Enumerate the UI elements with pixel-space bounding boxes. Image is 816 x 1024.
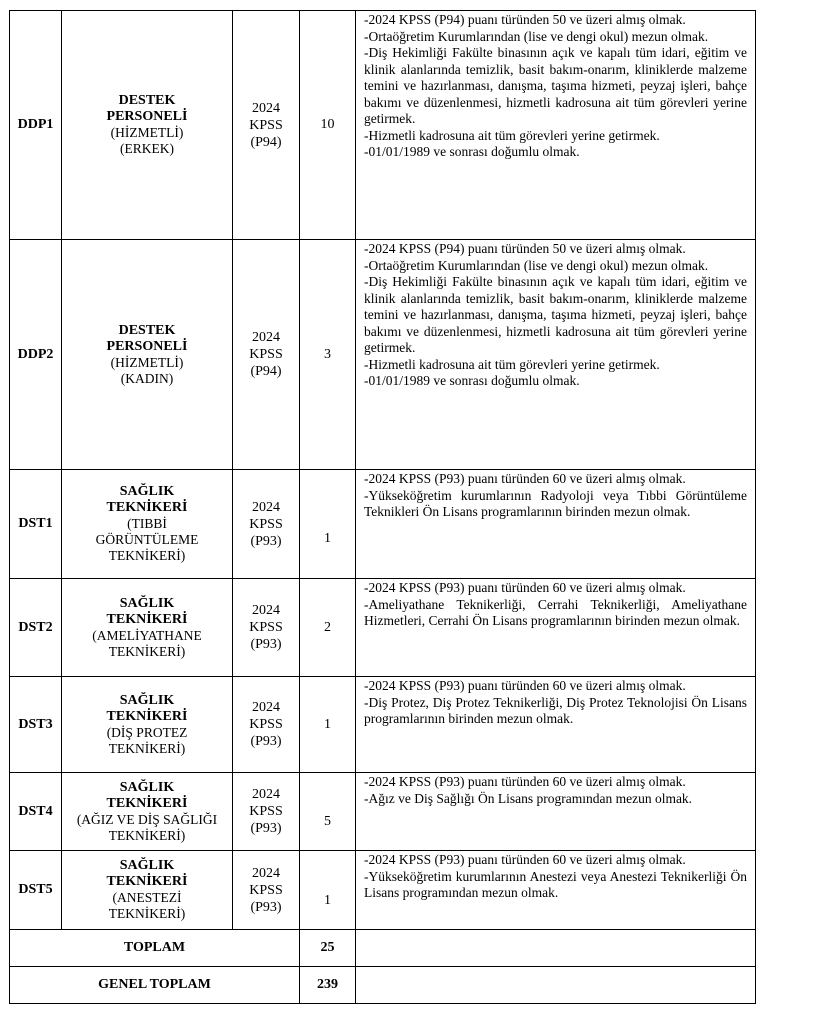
position-title-line: TEKNİKERİ xyxy=(106,500,188,515)
table-row xyxy=(10,579,756,677)
exam-line: 2024 xyxy=(252,499,280,515)
quantity: 1 xyxy=(300,470,356,579)
position-title-line: TEKNİKERİ xyxy=(106,611,188,627)
position-subtitle-line: TEKNİKERİ) xyxy=(108,906,186,921)
position-title-cell xyxy=(62,11,233,240)
quantity: 1 xyxy=(300,677,356,773)
position-title-cell xyxy=(62,579,233,677)
requirement-line: -Hizmetli kadrosuna ait tüm görevleri yerine getirmek. xyxy=(364,127,660,143)
exam-line: KPSS xyxy=(249,117,283,133)
position-title-cell xyxy=(62,470,233,579)
positions-table xyxy=(9,10,756,1004)
quantity: 10 xyxy=(300,11,356,240)
requirement-line: -Yükseköğretim kurumlarının Radyoloji veya Tıbbi Görüntüleme Teknikleri Ön Lisans programlarının birinden mezun olmak. xyxy=(364,487,747,519)
requirement-line: -2024 KPSS (P93) puanı türünden 60 ve üzeri almış olmak. xyxy=(364,678,686,693)
position-subtitle-line: TEKNİKERİ) xyxy=(108,643,186,659)
exam-cell xyxy=(233,677,300,773)
exam-line: 2024 xyxy=(252,330,280,345)
exam-cell xyxy=(233,851,300,930)
position-subtitle-line: TEKNİKERİ) xyxy=(108,548,186,563)
table-row xyxy=(10,773,756,851)
position-subtitle-line: (AMELİYATHANE xyxy=(92,627,202,643)
requirement-line: -2024 KPSS (P93) puanı türünden 60 ve üzeri almış olmak. xyxy=(364,852,686,867)
exam-line: KPSS xyxy=(249,620,283,635)
exam-line: KPSS xyxy=(249,882,283,898)
requirements-cell xyxy=(356,773,756,851)
requirement-line: -Hizmetli kadrosuna ait tüm görevleri yerine getirmek. xyxy=(364,356,660,372)
position-subtitle-line: (ANESTEZİ xyxy=(112,890,182,905)
position-code: DST4 xyxy=(10,773,62,851)
requirement-line: -2024 KPSS (P93) puanı türünden 60 ve üzeri almış olmak. xyxy=(364,774,686,789)
table-row xyxy=(10,470,756,579)
grand-total-empty-cell xyxy=(356,967,756,1004)
position-title-line: TEKNİKERİ xyxy=(106,874,188,889)
requirement-line: -Diş Hekimliği Fakülte binasının açık ve kapalı tüm idari, eğitim ve klinik alanlarında temizlik, basit bakım-onarım, kliniklerde malzeme temini ve hazırlanması, danışma, taşıma hizmeti, peyzaj işleri, bahçe bakımı ve düzenlenmesi, hizmetli kadrosuna ait tüm görevleri yerine getirmek. xyxy=(364,274,747,355)
exam-line: KPSS xyxy=(249,717,283,732)
requirement-line: -Ağız ve Diş Sağlığı Ön Lisans programından mezun olmak. xyxy=(364,790,693,806)
position-title-line: SAĞLIK xyxy=(119,779,175,795)
requirement-line: -01/01/1989 ve sonrası doğumlu olmak. xyxy=(364,373,580,388)
position-subtitle-line: (HİZMETLİ) xyxy=(110,354,184,370)
position-subtitle-line: (KADIN) xyxy=(120,370,174,386)
exam-cell xyxy=(233,579,300,677)
exam-line: 2024 xyxy=(252,787,280,802)
quantity: 2 xyxy=(300,579,356,677)
position-code: DST5 xyxy=(10,851,62,930)
quantity: 5 xyxy=(300,773,356,851)
table-body xyxy=(10,11,756,1004)
requirement-line: -Yükseköğretim kurumlarının Anestezi veya Anestezi Teknikerliği Ön Lisans programından mezun olmak. xyxy=(364,868,747,900)
requirements-cell xyxy=(356,240,756,470)
requirement-line: -01/01/1989 ve sonrası doğumlu olmak. xyxy=(364,144,580,159)
table-row xyxy=(10,851,756,930)
position-code: DDP2 xyxy=(10,240,62,470)
exam-line: (P94) xyxy=(250,364,282,379)
exam-line: KPSS xyxy=(249,516,283,532)
grand-total-label: GENEL TOPLAM xyxy=(10,967,300,1004)
requirements-cell xyxy=(356,579,756,677)
exam-line: (P93) xyxy=(250,637,282,652)
exam-line: 2024 xyxy=(252,700,280,715)
position-code: DST1 xyxy=(10,470,62,579)
position-title-line: DESTEK xyxy=(118,322,176,338)
exam-line: (P93) xyxy=(250,734,282,749)
exam-line: (P93) xyxy=(250,533,282,549)
position-subtitle-line: TEKNİKERİ) xyxy=(108,827,186,843)
position-subtitle-line: (AĞIZ VE DİŞ SAĞLIĞI xyxy=(76,811,218,827)
position-title-line: SAĞLIK xyxy=(119,692,175,708)
exam-line: 2024 xyxy=(252,865,280,881)
position-title-cell xyxy=(62,773,233,851)
total-label: TOPLAM xyxy=(10,930,300,967)
grand-total-value: 239 xyxy=(300,967,356,1004)
requirement-line: -2024 KPSS (P93) puanı türünden 60 ve üzeri almış olmak. xyxy=(364,580,686,595)
position-subtitle-line: GÖRÜNTÜLEME xyxy=(95,532,199,547)
requirements-cell xyxy=(356,851,756,930)
exam-line: (P93) xyxy=(250,899,282,915)
requirement-line: -Diş Protez, Diş Protez Teknikerliği, Diş Protez Teknolojisi Ön Lisans programlarının birinden mezun olmak. xyxy=(364,694,747,726)
requirement-line: -Diş Hekimliği Fakülte binasının açık ve kapalı tüm idari, eğitim ve klinik alanlarında temizlik, basit bakım-onarım, kliniklerde malzeme temini ve hazırlanması, danışma, taşıma hizmeti, peyzaj işleri, bahçe bakımı ve düzenlenmesi, hizmetli kadrosuna ait tüm görevleri yerine getirmek. xyxy=(364,45,747,126)
position-code: DST2 xyxy=(10,579,62,677)
exam-cell xyxy=(233,11,300,240)
requirements-cell xyxy=(356,11,756,240)
requirements-cell xyxy=(356,677,756,773)
exam-cell xyxy=(233,773,300,851)
requirements-cell xyxy=(356,470,756,579)
requirement-line: -2024 KPSS (P94) puanı türünden 50 ve üzeri almış olmak. xyxy=(364,12,686,27)
total-value: 25 xyxy=(300,930,356,967)
exam-line: KPSS xyxy=(249,347,283,362)
position-title-cell xyxy=(62,240,233,470)
requirement-line: -2024 KPSS (P93) puanı türünden 60 ve üzeri almış olmak. xyxy=(364,471,686,486)
exam-line: (P93) xyxy=(250,821,282,836)
position-title-line: PERSONELİ xyxy=(106,338,188,354)
position-title-line: SAĞLIK xyxy=(119,595,175,611)
requirement-line: -Ameliyathane Teknikerliği, Cerrahi Teknikerliği, Ameliyathane Hizmetleri, Cerrahi Ön Lisans programlarının birinden mezun olmak. xyxy=(364,596,747,628)
table-row xyxy=(10,677,756,773)
table-row xyxy=(10,11,756,240)
position-code: DDP1 xyxy=(10,11,62,240)
position-subtitle-line: (DİŞ PROTEZ xyxy=(106,724,188,740)
position-subtitle-line: TEKNİKERİ) xyxy=(108,740,186,756)
exam-line: 2024 xyxy=(252,100,280,116)
requirement-line: -Ortaöğretim Kurumlarından (lise ve dengi okul) mezun olmak. xyxy=(364,257,709,273)
total-row xyxy=(10,930,756,967)
table-row xyxy=(10,240,756,470)
quantity: 3 xyxy=(300,240,356,470)
position-title-line: SAĞLIK xyxy=(119,858,175,873)
position-title-cell xyxy=(62,677,233,773)
position-title-line: DESTEK xyxy=(118,93,176,108)
exam-cell xyxy=(233,470,300,579)
exam-cell xyxy=(233,240,300,470)
position-title-line: TEKNİKERİ xyxy=(106,708,188,724)
grand-total-row xyxy=(10,967,756,1004)
position-code: DST3 xyxy=(10,677,62,773)
quantity: 1 xyxy=(300,851,356,930)
position-title-line: PERSONELİ xyxy=(106,109,188,124)
position-title-cell xyxy=(62,851,233,930)
position-subtitle-line: (TIBBİ xyxy=(127,516,167,531)
requirement-line: -Ortaöğretim Kurumlarından (lise ve dengi okul) mezun olmak. xyxy=(364,28,709,44)
exam-line: (P94) xyxy=(250,134,282,150)
requirement-line: -2024 KPSS (P94) puanı türünden 50 ve üzeri almış olmak. xyxy=(364,241,686,256)
total-empty-cell xyxy=(356,930,756,967)
position-title-line: TEKNİKERİ xyxy=(106,795,188,811)
position-subtitle-line: (HİZMETLİ) xyxy=(110,125,184,140)
position-title-line: SAĞLIK xyxy=(119,484,175,499)
position-subtitle-line: (ERKEK) xyxy=(120,141,174,156)
exam-line: 2024 xyxy=(252,603,280,618)
exam-line: KPSS xyxy=(249,804,283,819)
